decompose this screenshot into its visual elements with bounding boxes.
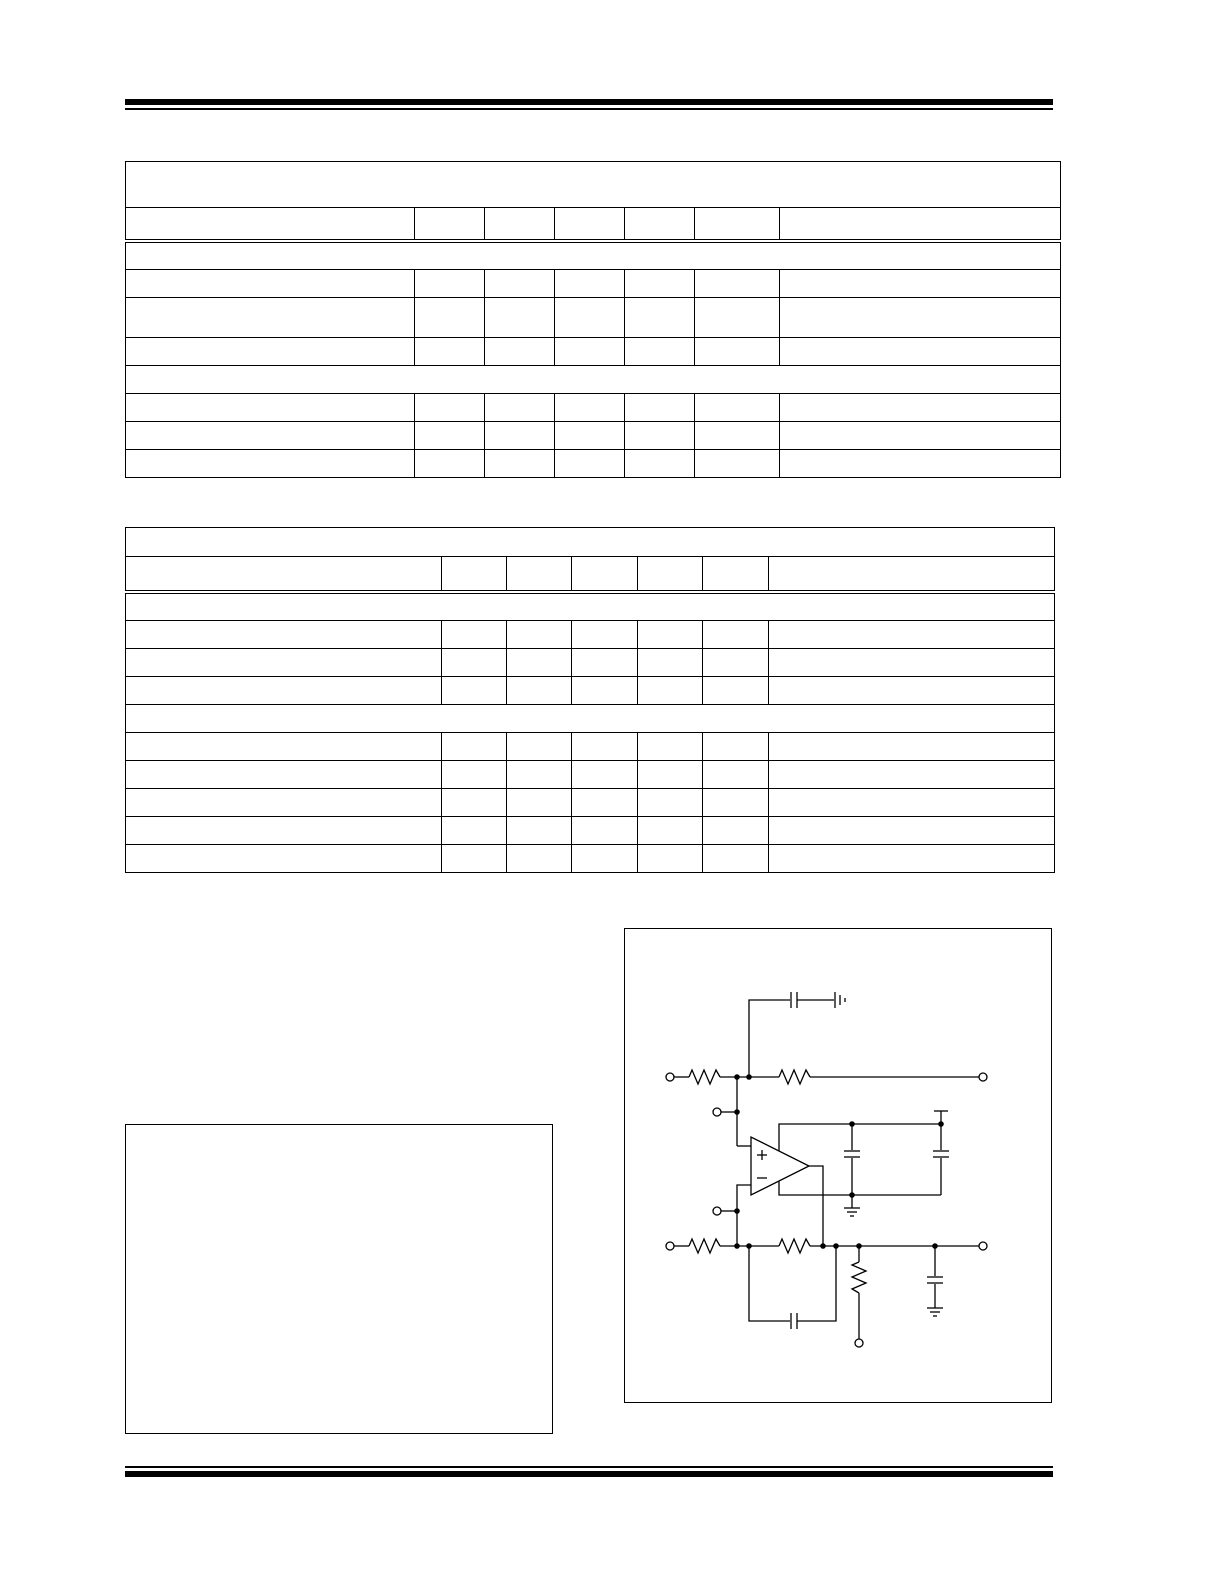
terminal-icon: [855, 1339, 863, 1347]
table-cell: [507, 557, 572, 592]
table-1-header-row: [126, 208, 1061, 241]
top-capacitor-branch: [749, 992, 845, 1077]
table-cell: [625, 208, 695, 241]
table-cell: [485, 208, 555, 241]
table-1-section-row: [126, 366, 1061, 394]
input-terminal-icon: [666, 1073, 674, 1081]
table-cell: [126, 557, 442, 592]
table-row: [126, 677, 1055, 705]
table-row: [126, 733, 1055, 761]
table-cell: [442, 557, 507, 592]
spec-table-1: [125, 161, 1061, 478]
table-row: [126, 761, 1055, 789]
resistor-icon: [779, 1070, 810, 1084]
table-cell: [126, 208, 415, 241]
header-rule-thick: [125, 99, 1053, 105]
table-2-section-row: [126, 705, 1055, 733]
table-row: [126, 450, 1061, 478]
table-2-title-row: [126, 528, 1055, 557]
resistor-icon: [779, 1239, 810, 1253]
opamp-icon: [751, 1137, 809, 1195]
note-box: [125, 1124, 553, 1434]
spec-table-2: [125, 527, 1055, 873]
table-1-section-row: [126, 241, 1061, 270]
table-cell: [415, 208, 485, 241]
table-row: [126, 394, 1061, 422]
table-cell: [780, 208, 1061, 241]
table-cell: [695, 208, 780, 241]
table-cell: [703, 557, 769, 592]
output-terminal-icon: [979, 1073, 987, 1081]
output-terminal-icon: [979, 1242, 987, 1250]
table-cell: [555, 208, 625, 241]
input-terminal-icon: [666, 1242, 674, 1250]
table-row: [126, 338, 1061, 366]
table-cell: [769, 557, 1055, 592]
table-cell: [572, 557, 638, 592]
table-2-header-row: [126, 557, 1055, 592]
table-2-section-row: [126, 592, 1055, 621]
table-row: [126, 845, 1055, 873]
table-row: [126, 270, 1061, 298]
resistor-icon: [689, 1070, 720, 1084]
test-circuit-diagram: [625, 929, 1053, 1404]
table-1-title-row: [126, 162, 1061, 208]
table-row: [126, 298, 1061, 338]
table-row: [126, 817, 1055, 845]
table-row: [126, 649, 1055, 677]
terminal-icon: [713, 1207, 721, 1215]
table-row: [126, 422, 1061, 450]
terminal-icon: [713, 1108, 721, 1116]
resistor-icon: [689, 1239, 720, 1253]
figure-box: [624, 928, 1052, 1403]
table-row: [126, 789, 1055, 817]
table-row: [126, 621, 1055, 649]
footer-rule-thin: [125, 1466, 1053, 1468]
footer-rule-thick: [125, 1471, 1053, 1477]
resistor-icon: [852, 1262, 866, 1293]
header-rule-thin: [125, 108, 1053, 110]
table-cell: [638, 557, 703, 592]
